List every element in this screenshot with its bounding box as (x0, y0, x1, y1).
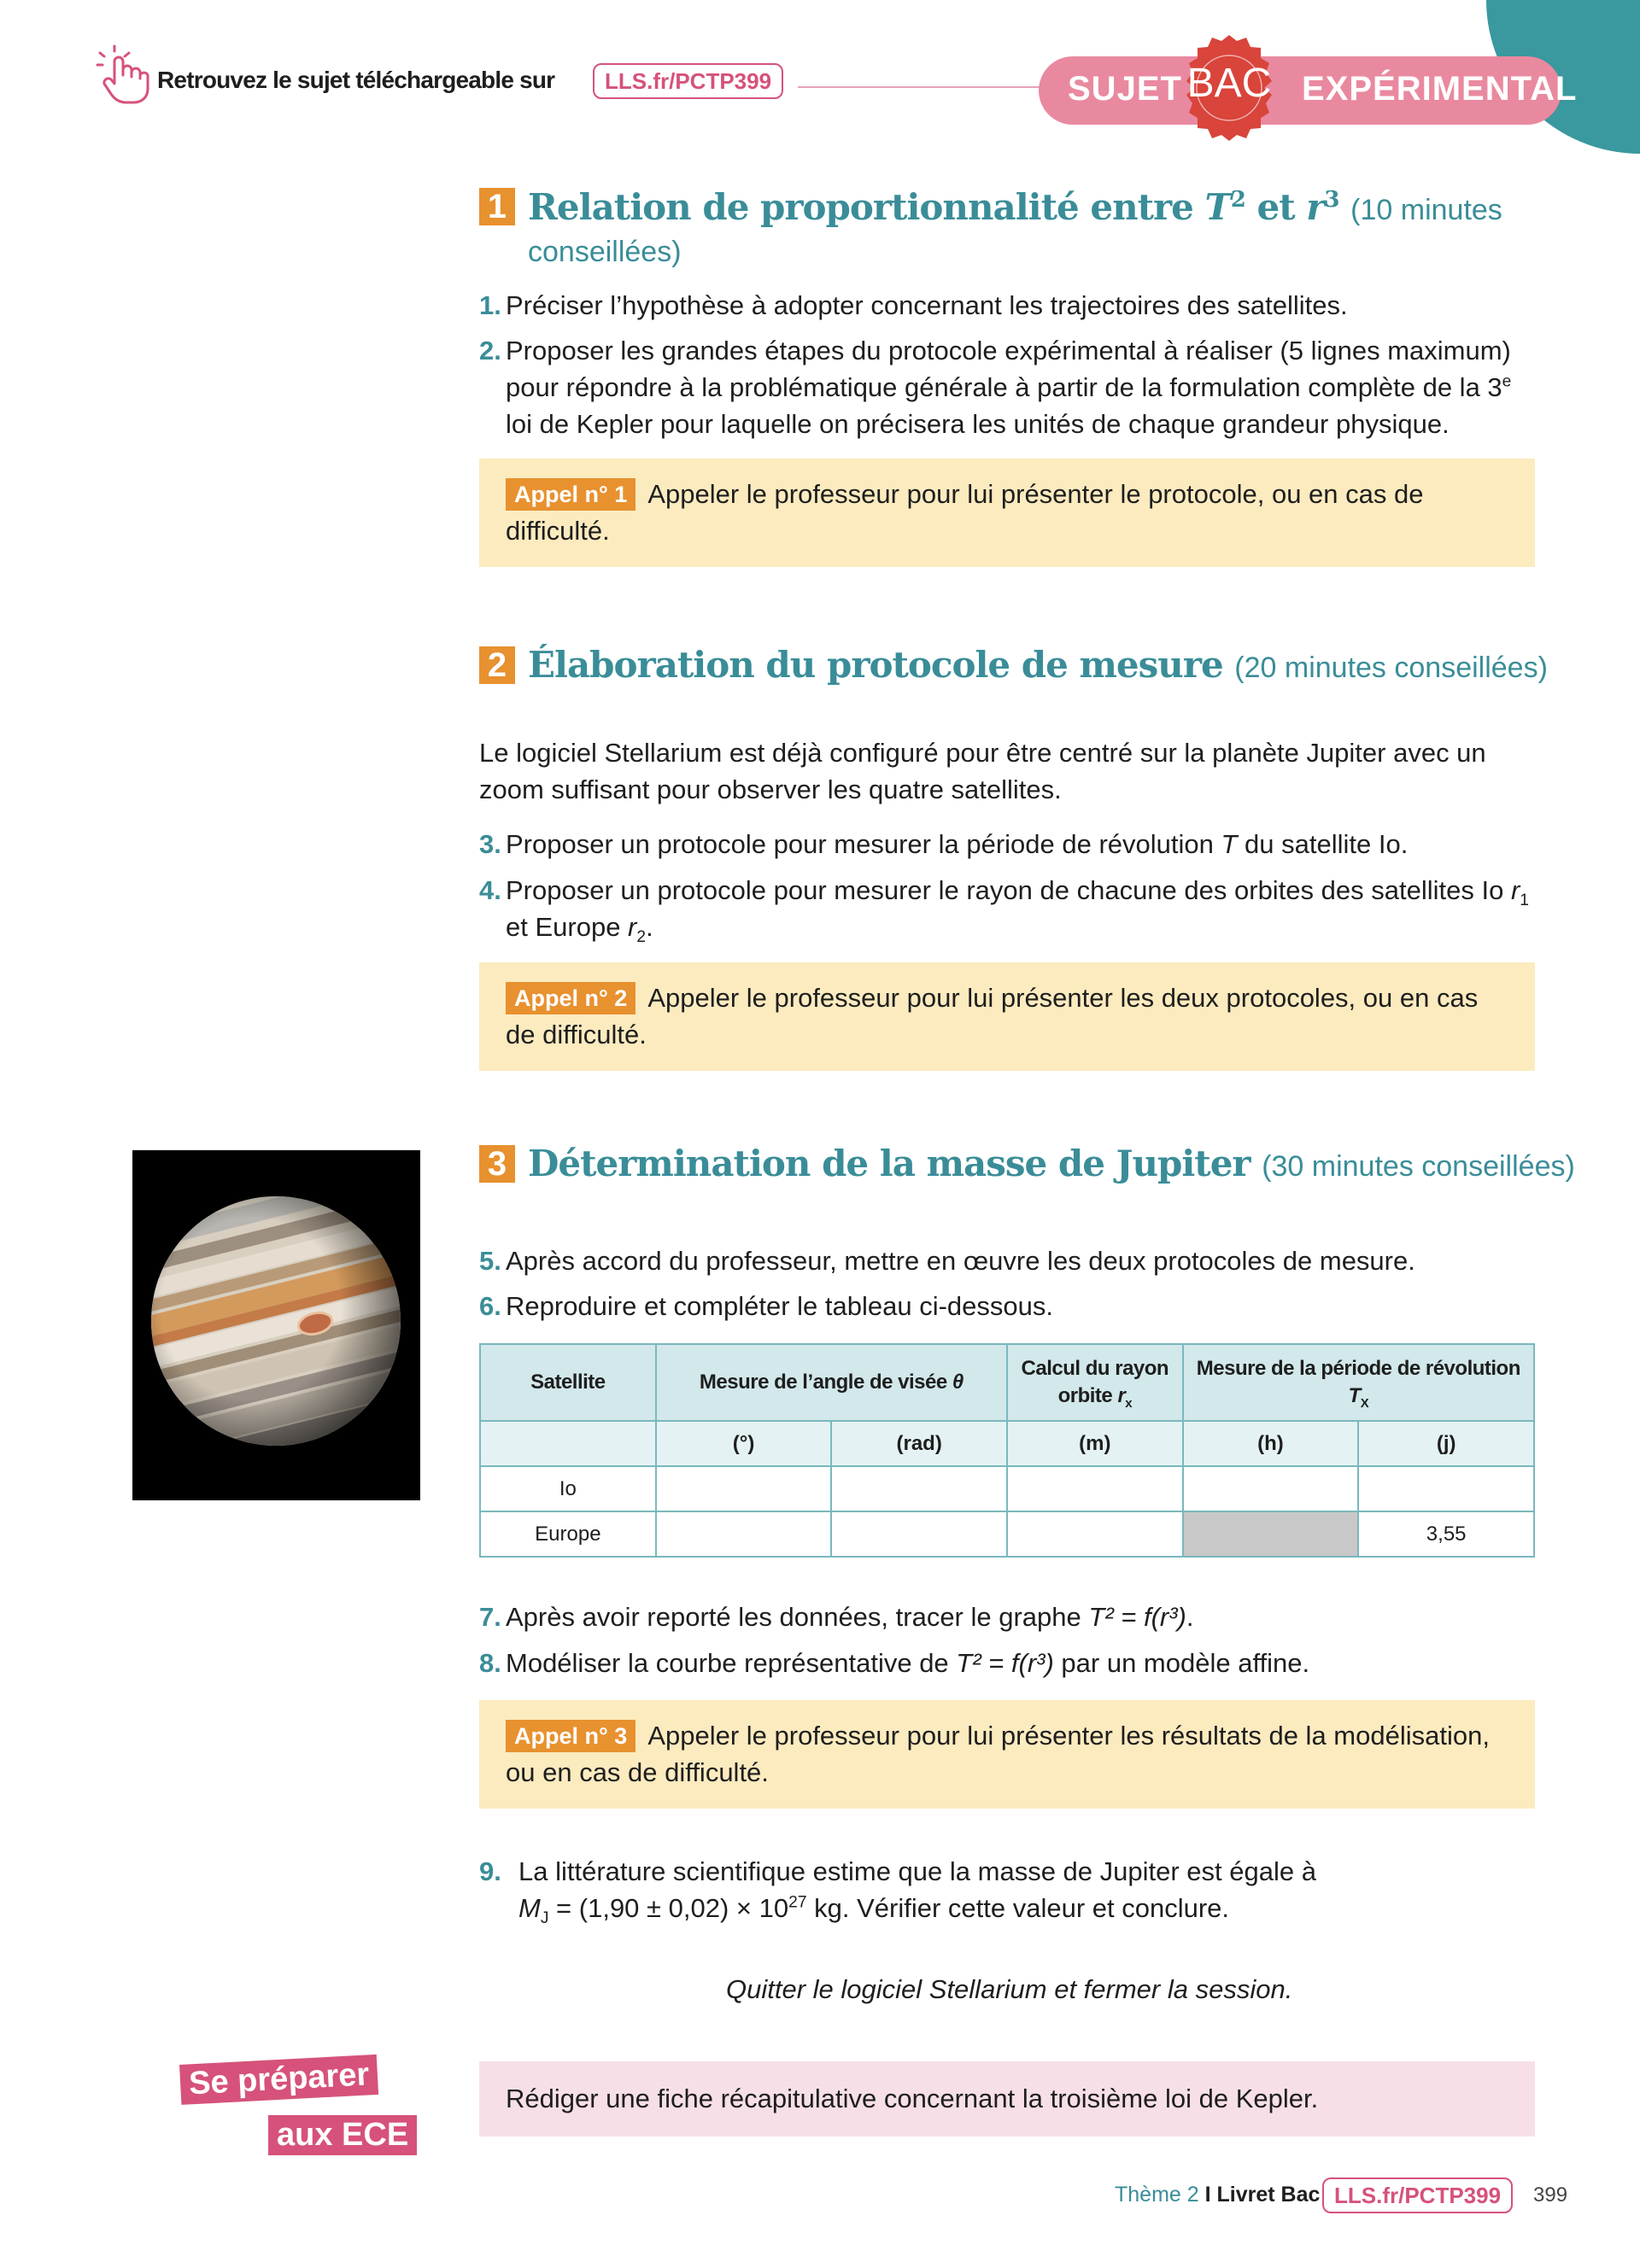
question-2: 2. Proposer les grandes étapes du protocole expérimental à réaliser (5 lignes maximum) pour répondre à la problématique générale à partir de la formulation complète de la 3e loi de Kepler pour laquelle on précisera les unités de chaque grandeur physique. (479, 336, 1512, 439)
footer-theme: Thème 2 I Livret Bac (1115, 2183, 1321, 2207)
section-3-title: Détermination de la masse de Jupiter (30 minutes conseillées) (528, 1143, 1575, 1184)
question-9: 9. La littérature scientifique estime que la masse de Jupiter est égale à $M_J = (1,90 \pm 0,02) \times 10^{27}$ kg. Vérifier cette valeur et conclure. (479, 1856, 1316, 1928)
header-angle: Mesure de l’angle de visée θ (656, 1344, 1007, 1421)
table-cell (831, 1511, 1007, 1557)
header-periode: Mesure de la période de révolution $T_X$ (1183, 1344, 1534, 1421)
download-link[interactable]: LLS.fr/PCTP399 (593, 63, 783, 99)
table-cell (1007, 1466, 1183, 1511)
page-number: 399 (1533, 2183, 1568, 2207)
hand-pointer-icon (96, 44, 150, 104)
section-3-hint: (30 minutes conseillées) (1262, 1150, 1575, 1183)
question-7: 7. Après avoir reporté les données, tracer le graphe T² = f(r³). (479, 1602, 1194, 1632)
table-header-row (480, 1344, 1534, 1421)
appel-1-badge: Appel n° 1 (506, 478, 636, 511)
prepare-label-1: Se préparer (179, 2055, 378, 2105)
banner-experimental-label: EXPÉRIMENTAL (1302, 70, 1578, 108)
table-cell-shaded (1183, 1511, 1359, 1557)
unit-cell: (m) (1007, 1421, 1183, 1466)
prepare-box (479, 2061, 1535, 2136)
table-cell (831, 1466, 1007, 1511)
appel-2-badge: Appel n° 2 (506, 982, 636, 1014)
measurement-table (479, 1343, 1535, 1558)
question-4: 4. Proposer un protocole pour mesurer le rayon de chacune des orbites des satellites Io $r_1$ et Europe $r_2$. (479, 875, 1529, 947)
callout-appel-1: Appel n° 1 Appeler le professeur pour lui présenter le protocole, ou en cas de difficulté. (479, 459, 1535, 567)
unit-cell: (j) (1358, 1421, 1534, 1466)
jupiter-image (132, 1150, 420, 1500)
section-2-number: 2 (479, 646, 515, 684)
table-cell: 3,55 (1358, 1511, 1534, 1557)
satellite-name: Io (480, 1466, 656, 1511)
header-satellite: Satellite (480, 1344, 656, 1421)
table-row-europe (480, 1511, 1534, 1557)
section-2-title: Élaboration du protocole de mesure (20 minutes conseillées) (528, 644, 1548, 686)
section-2-hint: (20 minutes conseillées) (1234, 652, 1548, 684)
section-1-number: 1 (479, 188, 515, 225)
header-divider (798, 86, 1046, 88)
callout-appel-2: Appel n° 2 Appeler le professeur pour lui présenter les deux protocoles, ou en cas de difficulté. (479, 962, 1535, 1071)
unit-cell: (rad) (831, 1421, 1007, 1466)
unit-cell: (h) (1183, 1421, 1359, 1466)
question-5: 5. Après accord du professeur, mettre en œuvre les deux protocoles de mesure. (479, 1246, 1415, 1276)
section-3-number: 3 (479, 1145, 515, 1183)
appel-3-badge: Appel n° 3 (506, 1720, 636, 1752)
table-cell (1007, 1511, 1183, 1557)
question-3: 3. Proposer un protocole pour mesurer la période de révolution T du satellite Io. (479, 829, 1409, 859)
question-8: 8. Modéliser la courbe représentative de T² = f(r³) par un modèle affine. (479, 1648, 1310, 1678)
table-cell (656, 1511, 832, 1557)
table-cell (1358, 1466, 1534, 1511)
prepare-text: Rédiger une fiche récapitulative concernant la troisième loi de Kepler. (506, 2084, 1319, 2113)
table-cell (1183, 1466, 1359, 1511)
question-6: 6. Reproduire et compléter le tableau ci-dessous. (479, 1291, 1054, 1321)
prepare-label-2: aux ECE (268, 2115, 417, 2155)
unit-cell: (°) (656, 1421, 832, 1466)
header-rayon: Calcul du rayon orbite $r_x$ (1007, 1344, 1183, 1421)
section-2-intro: Le logiciel Stellarium est déjà configuré pour être centré sur la planète Jupiter avec un zoom suffisant pour observer les quatre satellites. (479, 738, 1486, 804)
banner-bac-label: BAC (1186, 61, 1272, 106)
jupiter-planet-icon (132, 1150, 420, 1500)
section-1-title: Relation de proportionnalité entre $T^2$ et $r^3$ (10 minutes conseillées) (528, 186, 1502, 268)
download-text: Retrouvez le sujet téléchargeable sur (157, 67, 555, 93)
banner-sujet-label: SUJET (1068, 70, 1182, 108)
table-row-io (480, 1466, 1534, 1511)
satellite-name: Europe (480, 1511, 656, 1557)
callout-appel-3: Appel n° 3 Appeler le professeur pour lui présenter les résultats de la modélisation, ou en cas de difficulté. (479, 1700, 1535, 1809)
table-cell (656, 1466, 832, 1511)
footer-link[interactable]: LLS.fr/PCTP399 (1322, 2177, 1513, 2213)
section-1-hint: (10 minutes conseillées) (528, 194, 1502, 268)
closing-instruction: Quitter le logiciel Stellarium et fermer la session. (726, 1974, 1293, 2004)
table-units-row (480, 1421, 1534, 1466)
question-1: 1. Préciser l’hypothèse à adopter concernant les trajectoires des satellites. (479, 290, 1348, 320)
unit-cell (480, 1421, 656, 1466)
